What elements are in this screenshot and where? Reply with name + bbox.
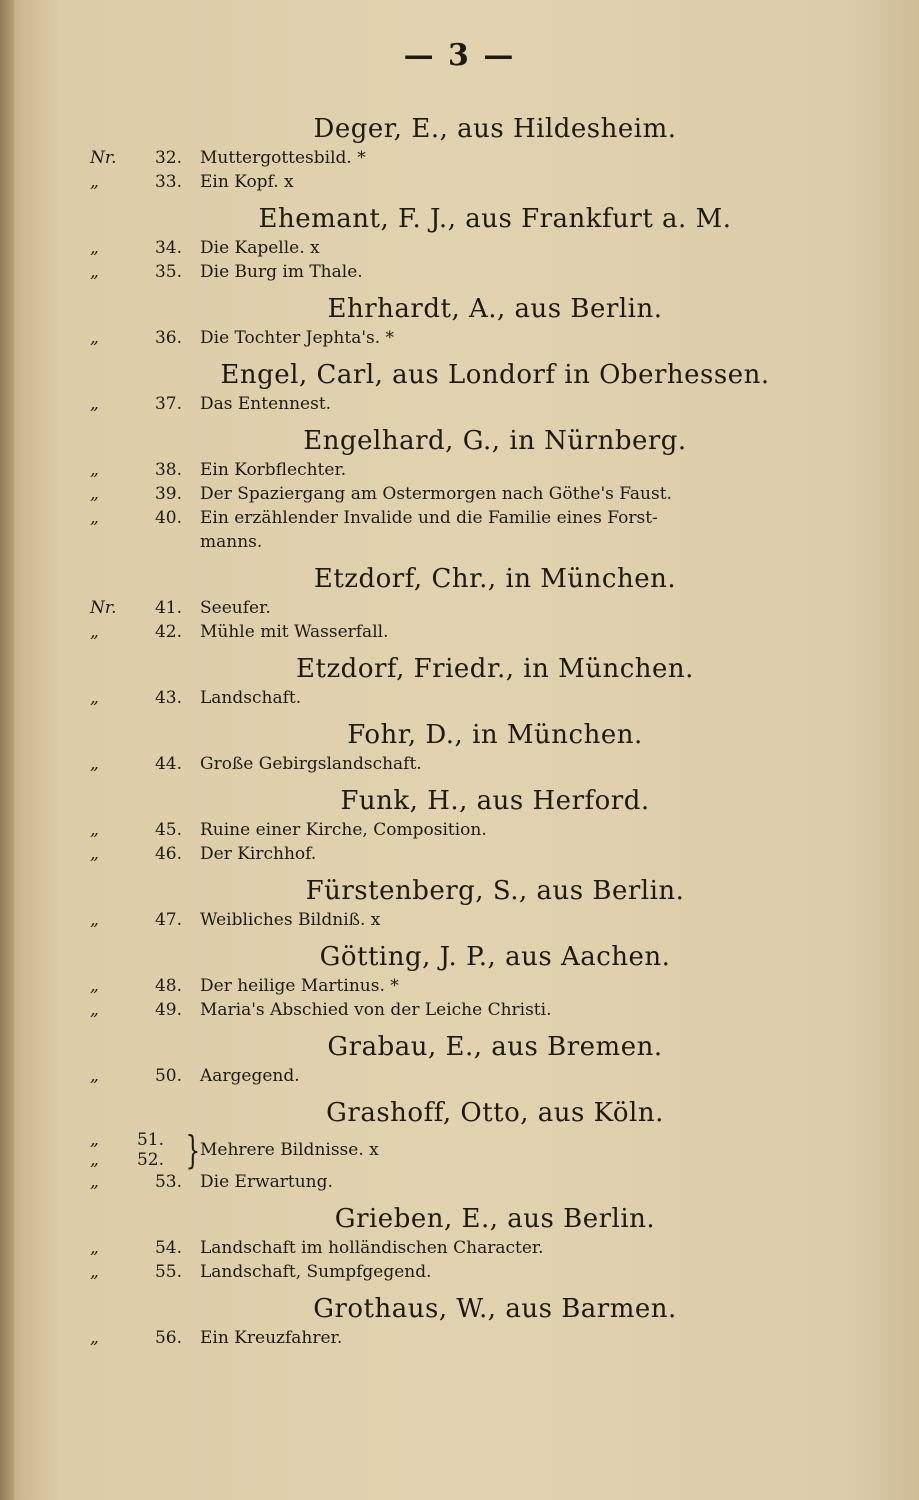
artist-heading: Götting, J. P., aus Aachen. bbox=[319, 942, 671, 972]
entry-number: 46. bbox=[154, 844, 182, 864]
entry-title: Die Burg im Thale. bbox=[200, 262, 363, 282]
entry-number: 39. bbox=[154, 484, 182, 504]
catalog-entry bbox=[90, 1326, 830, 1350]
catalog-entry bbox=[90, 392, 830, 416]
catalog-entry bbox=[90, 1170, 830, 1194]
entry-number bbox=[120, 530, 200, 554]
entry-number: 41. bbox=[154, 598, 182, 618]
catalog-entry bbox=[90, 236, 830, 260]
entry-prefix: „ bbox=[90, 1000, 99, 1020]
entry-title: Große Gebirgslandschaft. bbox=[200, 754, 422, 774]
entry-title: manns. bbox=[200, 532, 263, 552]
entry-prefix: „ bbox=[90, 1130, 99, 1150]
entry-prefix: „ bbox=[90, 460, 99, 480]
entry-title: Weibliches Bildniß. x bbox=[200, 910, 381, 930]
catalog-entry bbox=[90, 818, 830, 842]
entry-title: Maria's Abschied von der Leiche Christi. bbox=[200, 1000, 552, 1020]
entry-prefix: „ bbox=[90, 238, 99, 258]
catalog-listing bbox=[90, 112, 830, 1350]
artist-heading: Grieben, E., aus Berlin. bbox=[334, 1204, 656, 1234]
entry-title: Ein Korbflechter. bbox=[200, 460, 347, 480]
entry-title: Ein Kreuzfahrer. bbox=[200, 1328, 343, 1348]
entry-prefix: „ bbox=[90, 1150, 99, 1170]
entry-number: 38. bbox=[154, 460, 182, 480]
curly-brace-icon: } bbox=[185, 1128, 201, 1172]
catalog-entry bbox=[90, 482, 830, 506]
entry-number: 52. bbox=[136, 1150, 164, 1170]
entry-prefix: „ bbox=[90, 1238, 99, 1258]
entry-number: 53. bbox=[154, 1172, 182, 1192]
entry-number: 44. bbox=[154, 754, 182, 774]
entry-title: Die Kapelle. x bbox=[200, 238, 320, 258]
entry-title: Der Spaziergang am Ostermorgen nach Göthe's Faust. bbox=[200, 484, 672, 504]
catalog-entry bbox=[90, 974, 830, 998]
entry-prefix: „ bbox=[90, 172, 99, 192]
entry-title: Der Kirchhof. bbox=[200, 844, 317, 864]
entry-prefix: „ bbox=[90, 1328, 99, 1348]
artist-heading: Fürstenberg, S., aus Berlin. bbox=[305, 876, 685, 906]
entry-title: Landschaft, Sumpfgegend. bbox=[200, 1262, 432, 1282]
catalog-entry bbox=[90, 458, 830, 482]
entry-prefix: „ bbox=[90, 394, 99, 414]
book-gutter bbox=[0, 0, 14, 1500]
entry-prefix: „ bbox=[90, 1066, 99, 1086]
catalog-entry bbox=[90, 1260, 830, 1284]
entry-number: 33. bbox=[154, 172, 182, 192]
grouped-entry bbox=[90, 1130, 830, 1170]
entry-number: 32. bbox=[154, 148, 182, 168]
entry-prefix: „ bbox=[90, 328, 99, 348]
entry-number: 34. bbox=[154, 238, 182, 258]
artist-heading: Etzdorf, Friedr., in München. bbox=[296, 654, 694, 684]
entry-title: Landschaft. bbox=[200, 688, 302, 708]
entry-number: 55. bbox=[154, 1262, 182, 1282]
artist-heading: Grashoff, Otto, aus Köln. bbox=[326, 1098, 664, 1128]
entry-title: Ein Kopf. x bbox=[200, 172, 294, 192]
entry-number: 43. bbox=[154, 688, 182, 708]
catalog-entry bbox=[90, 1236, 830, 1260]
catalog-entry bbox=[90, 686, 830, 710]
entry-prefix: „ bbox=[90, 754, 99, 774]
entry-prefix: „ bbox=[90, 844, 99, 864]
entry-number: 56. bbox=[154, 1328, 182, 1348]
entry-number: 45. bbox=[154, 820, 182, 840]
entry-prefix: „ bbox=[90, 820, 99, 840]
entry-prefix: „ bbox=[90, 976, 99, 996]
entry-title: Die Erwartung. bbox=[200, 1172, 333, 1192]
entry-number: 36. bbox=[154, 328, 182, 348]
entry-number: 51. bbox=[136, 1130, 164, 1150]
entry-prefix: „ bbox=[90, 688, 99, 708]
page-number: — 3 — bbox=[403, 38, 516, 73]
entry-number: 48. bbox=[154, 976, 182, 996]
artist-heading: Funk, H., aus Herford. bbox=[340, 786, 650, 816]
entry-title: Landschaft im holländischen Character. bbox=[200, 1238, 544, 1258]
entry-title: Ruine einer Kirche, Composition. bbox=[200, 820, 487, 840]
catalog-entry bbox=[90, 1064, 830, 1088]
entry-prefix: „ bbox=[90, 262, 99, 282]
artist-heading: Engelhard, G., in Nürnberg. bbox=[303, 426, 687, 456]
artist-heading: Ehrhardt, A., aus Berlin. bbox=[327, 294, 663, 324]
entry-prefix: „ bbox=[90, 910, 99, 930]
entry-number: 54. bbox=[154, 1238, 182, 1258]
catalog-entry bbox=[90, 260, 830, 284]
entry-title: Ein erzählender Invalide und die Familie eines Forst- bbox=[200, 508, 658, 528]
entry-title: Aargegend. bbox=[200, 1066, 300, 1086]
catalog-entry bbox=[90, 146, 830, 170]
entry-title: Muttergottesbild. * bbox=[200, 148, 366, 168]
catalog-entry bbox=[90, 530, 830, 554]
catalog-entry bbox=[90, 752, 830, 776]
catalog-entry bbox=[90, 326, 830, 350]
entry-title: Mehrere Bildnisse. x bbox=[200, 1140, 379, 1160]
entry-number: 42. bbox=[154, 622, 182, 642]
entry-number: 50. bbox=[154, 1066, 182, 1086]
catalog-entry bbox=[90, 998, 830, 1022]
artist-heading: Deger, E., aus Hildesheim. bbox=[313, 114, 677, 144]
artist-heading: Grothaus, W., aus Barmen. bbox=[313, 1294, 677, 1324]
entry-prefix: Nr. bbox=[90, 148, 117, 168]
entry-number: 40. bbox=[154, 508, 182, 528]
artist-heading: Grabau, E., aus Bremen. bbox=[327, 1032, 663, 1062]
entry-number: 47. bbox=[154, 910, 182, 930]
entry-title: Die Tochter Jephta's. * bbox=[200, 328, 395, 348]
artist-heading: Ehemant, F. J., aus Frankfurt a. M. bbox=[258, 204, 732, 234]
entry-number: 35. bbox=[154, 262, 182, 282]
entry-title: Mühle mit Wasserfall. bbox=[200, 622, 389, 642]
entry-prefix bbox=[90, 530, 120, 554]
catalog-entry bbox=[90, 506, 830, 530]
artist-heading: Engel, Carl, aus Londorf in Oberhessen. bbox=[220, 360, 770, 390]
entry-title: Der heilige Martinus. * bbox=[200, 976, 399, 996]
catalog-entry bbox=[90, 620, 830, 644]
artist-heading: Etzdorf, Chr., in München. bbox=[313, 564, 677, 594]
entry-prefix: „ bbox=[90, 1262, 99, 1282]
entry-number: 49. bbox=[154, 1000, 182, 1020]
catalog-entry bbox=[90, 842, 830, 866]
entry-prefix: „ bbox=[90, 1172, 99, 1192]
entry-prefix: Nr. bbox=[90, 598, 117, 618]
catalog-entry bbox=[90, 170, 830, 194]
entry-title: Seeufer. bbox=[200, 598, 271, 618]
artist-heading: Fohr, D., in München. bbox=[347, 720, 643, 750]
entry-prefix: „ bbox=[90, 508, 99, 528]
catalog-entry bbox=[90, 596, 830, 620]
entry-number: 37. bbox=[154, 394, 182, 414]
catalog-entry bbox=[90, 908, 830, 932]
entry-title: Das Entennest. bbox=[200, 394, 332, 414]
entry-prefix: „ bbox=[90, 484, 99, 504]
entry-prefix: „ bbox=[90, 622, 99, 642]
